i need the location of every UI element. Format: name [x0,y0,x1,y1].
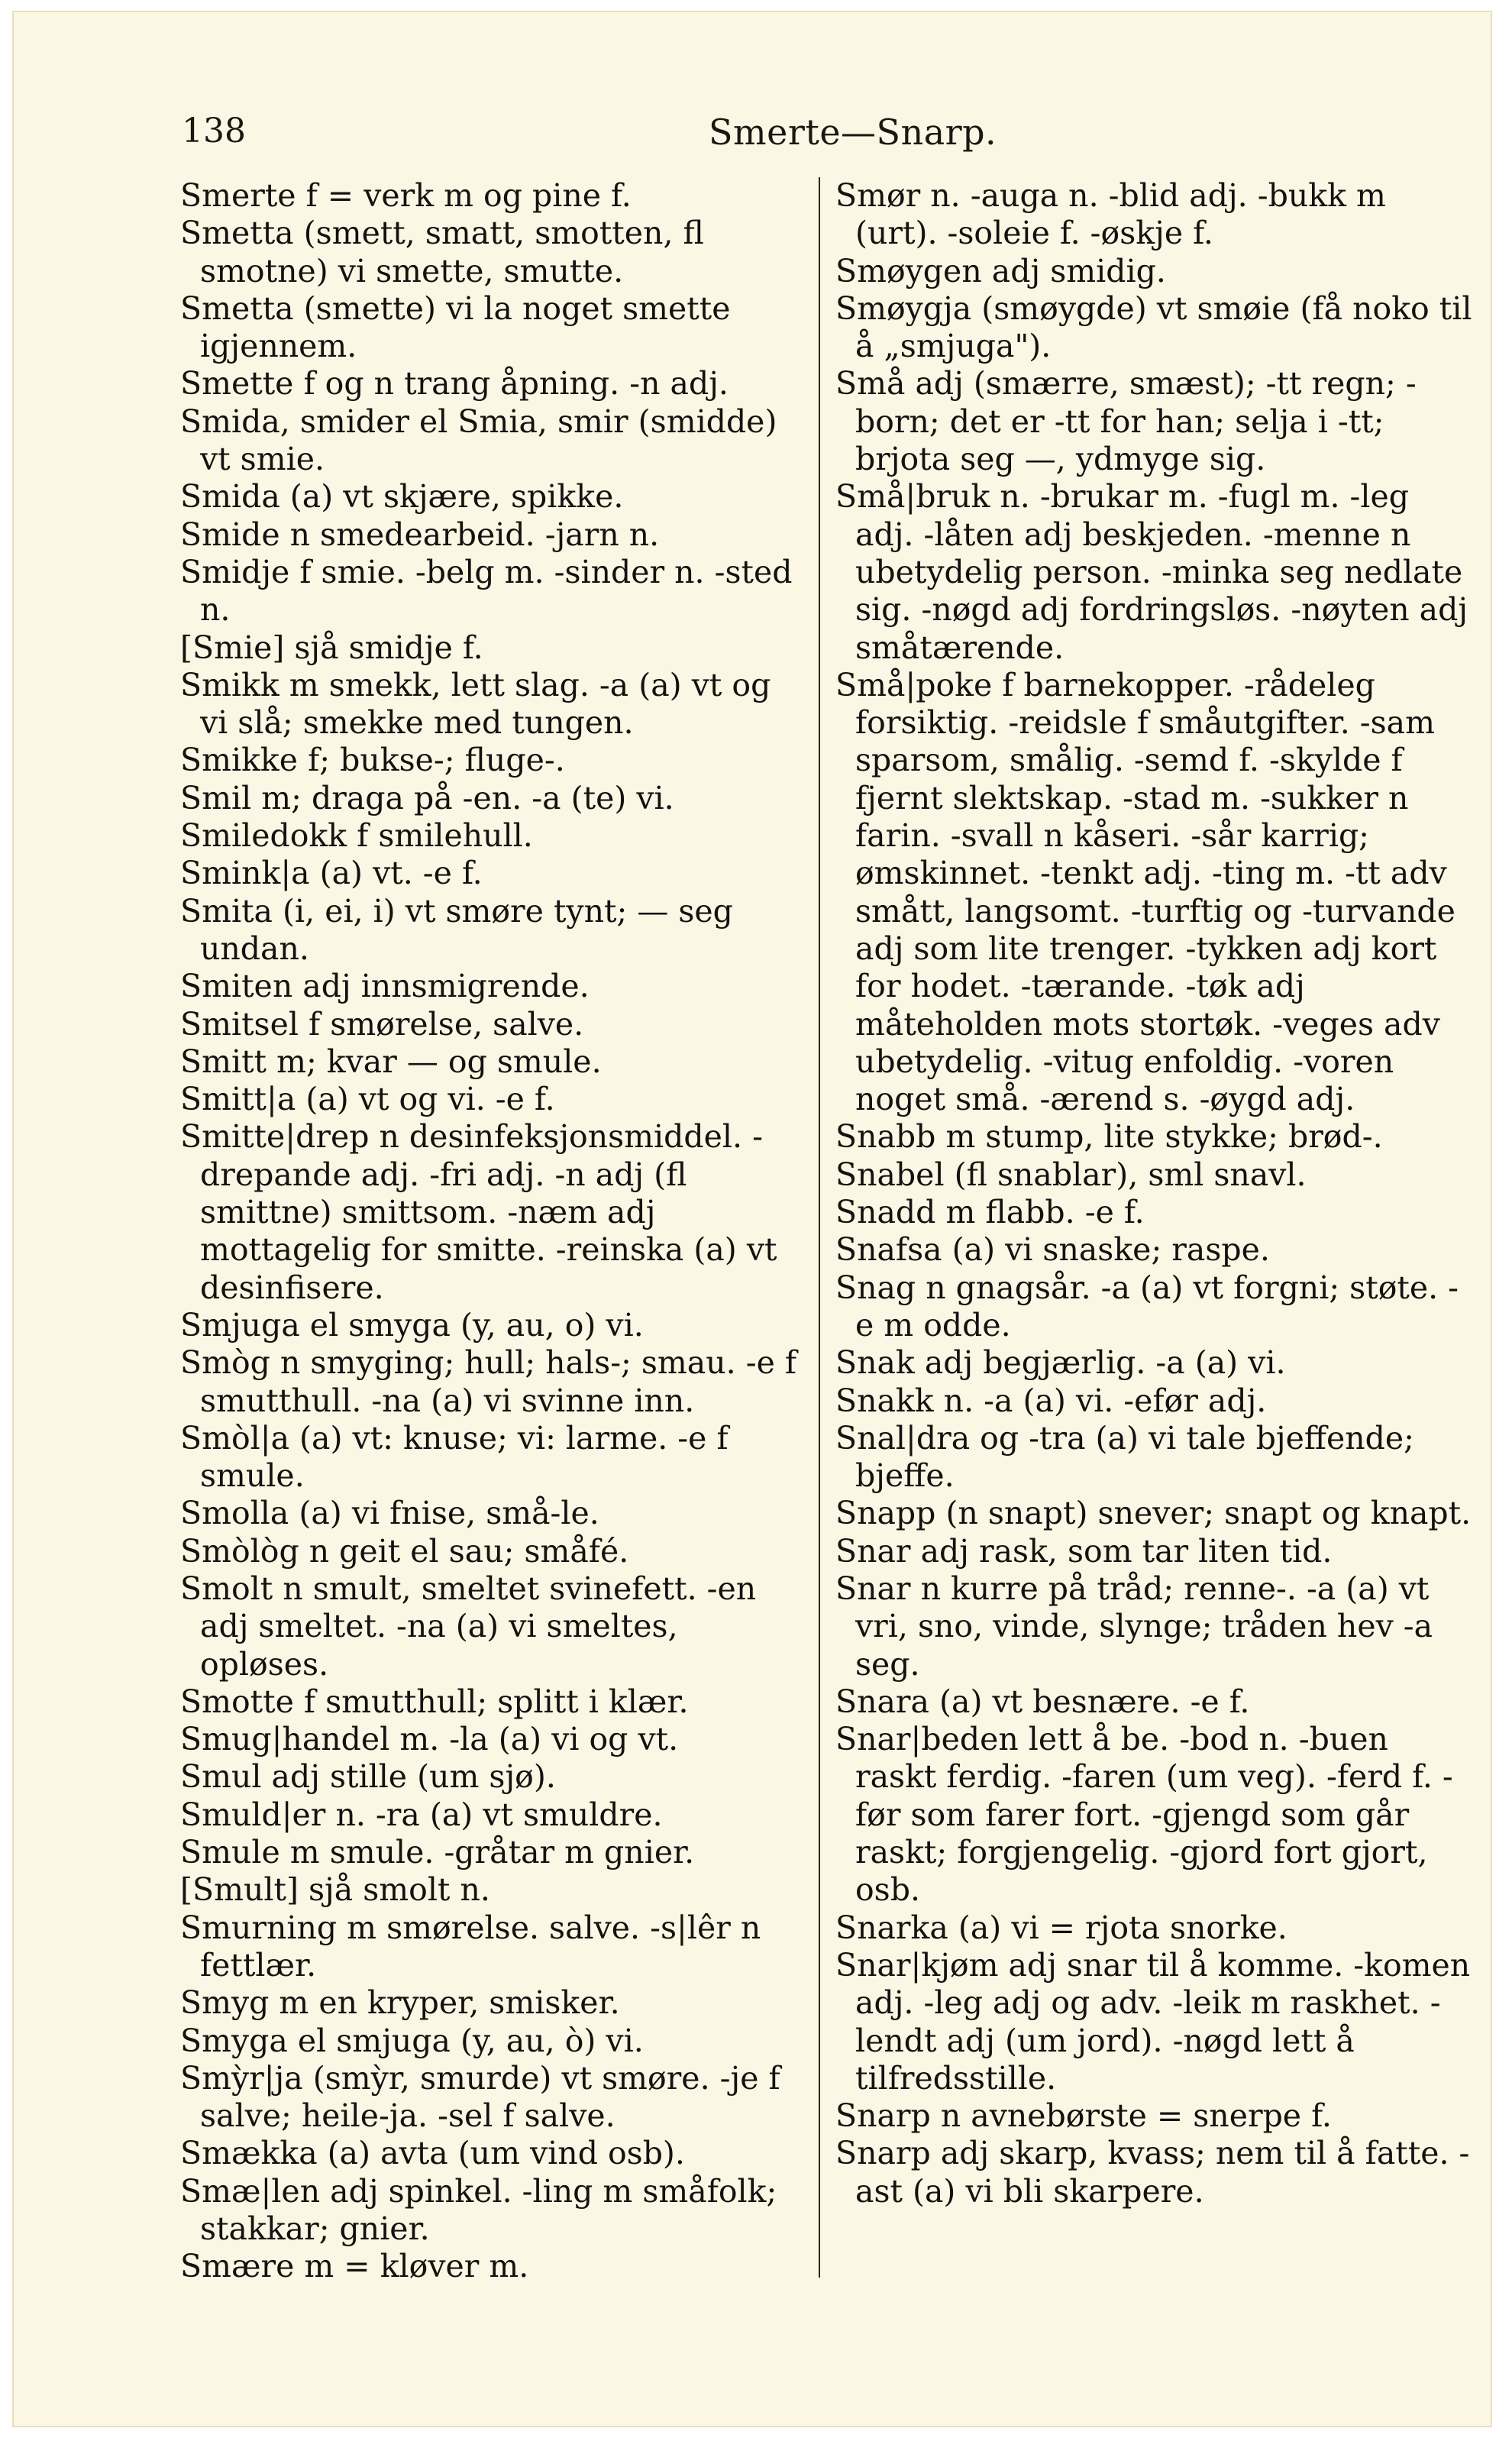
page-number: 138 [182,112,246,150]
dictionary-entry: Smiten adj innsmigrende. [180,968,590,1005]
dictionary-entry: Smul adj stille (um sjø). [180,1758,556,1796]
dictionary-entry: Smida (a) vt skjære, spikke. [180,478,624,516]
page-header [182,112,1480,157]
dictionary-entry: Snal|dra og -tra (a) vi tale bjeffende; bjeffe. [835,1419,1414,1495]
dictionary-entry: Smøygen adj smidig. [835,252,1166,289]
dictionary-entry: Smuld|er n. -ra (a) vt smuldre. [180,1796,663,1833]
dictionary-entry: Smink|a (a) vt. -e f. [180,855,483,892]
dictionary-entry: Smiledokk f smilehull. [180,817,533,855]
dictionary-entry: Smolla (a) vi fnise, små-le. [180,1495,599,1532]
dictionary-entry: Smjuga el smyga (y, au, o) vi. [180,1306,644,1343]
dictionary-entry: Snak adj begjærlig. -a (a) vi. [835,1344,1286,1382]
dictionary-entry: Smida, smider el Smia, smir (smidde) vt smie. [180,403,777,478]
dictionary-entry: Smitte|drep n desinfeksjonsmiddel. -drepande adj. -fri adj. -n adj (fl smittne) smittsom. -næm adj mottagelig for smitte. -reinska (a) vt desinfisere. [180,1118,777,1306]
dictionary-entry: Snar adj rask, som tar liten tid. [835,1532,1333,1570]
dictionary-entry: Snabel (fl snablar), sml snavl. [835,1156,1307,1193]
dictionary-entry: Snabb m stump, lite stykke; brød-. [835,1118,1383,1156]
dictionary-entry: Snar|kjøm adj snar til å komme. -komen adj. -leg adj og adv. -leik m raskhet. -lendt adj (um jord). -nøgd lett å tilfredsstille. [835,1946,1471,2097]
dictionary-entry: Smòg n smyging; hull; hals-; smau. -e f smutthull. -na (a) vi svinne inn. [180,1344,797,1419]
dictionary-entry: Smidje f smie. -belg m. -sinder n. -sted n. [180,553,793,629]
dictionary-entry: Smæ|len adj spinkel. -ling m småfolk; stakkar; gnier. [180,2172,777,2248]
dictionary-entry: Smerte f = verk m og pine f. [180,177,632,214]
dictionary-entry: Smetta (smett, smatt, smotten, fl smotne) vi smette, smutte. [180,215,704,289]
dictionary-entry: Smyga el smjuga (y, au, ò) vi. [180,2022,644,2059]
dictionary-entry: Smule m smule. -gråtar m gnier. [180,1834,695,1871]
dictionary-entry: Smide n smedearbeid. -jarn n. [180,516,660,553]
dictionary-entry: Smette f og n trang åpning. -n adj. [180,365,729,403]
dictionary-entry: Smyg m en kryper, smisker. [180,1984,620,2022]
dictionary-entry: Små|bruk n. -brukar m. -fugl m. -leg adj. -låten adj beskjeden. -menne n ubetydelig person. -minka seg nedlate sig. -nøgd adj fordringsløs. -nøyten adj småtærende. [835,478,1468,666]
dictionary-entry: Smikke f; bukse-; fluge-. [180,742,565,779]
dictionary-entry: Smære m = kløver m. [180,2248,529,2285]
dictionary-entry: Snadd m flabb. -e f. [835,1194,1145,1231]
dictionary-entry: Smør n. -auga n. -blid adj. -bukk m (urt). -soleie f. -øskje f. [835,177,1386,252]
dictionary-entry: [Smult] sjå smolt n. [180,1871,490,1909]
dictionary-entry: Smøygja (smøygde) vt smøie (få noko til å „smjuga"). [835,289,1472,365]
dictionary-entry: Snag n gnagsår. -a (a) vt forgni; støte. -e m odde. [835,1269,1459,1343]
dictionary-entry: Snarp n avnebørste = snerpe f. [835,2097,1332,2135]
dictionary-entry: Smurning m smørelse. salve. -s|lêr n fettlær. [180,1909,761,1984]
dictionary-entry: Smitt|a (a) vt og vi. -e f. [180,1081,555,1118]
dictionary-entry: Snar n kurre på tråd; renne-. -a (a) vt vri, sno, vinde, slynge; tråden hev -a seg. [835,1570,1433,1683]
dictionary-entry: Smỳr|ja (smỳr, smurde) vt smøre. -je f salve; heile-ja. -sel f salve. [180,2059,780,2135]
dictionary-entry: Smita (i, ei, i) vt smøre tynt; — seg undan. [180,892,733,967]
dictionary-entry: Smækka (a) avta (um vind osb). [180,2135,685,2172]
dictionary-entry: Snara (a) vt besnære. -e f. [835,1683,1250,1720]
running-head: Smerte—Snarp. [709,112,997,153]
dictionary-entry: Snapp (n snapt) snever; snapt og knapt. [835,1495,1472,1532]
right-column [835,177,1477,2210]
left-column [180,177,806,2286]
dictionary-entry: Små|poke f barnekopper. -rådeleg forsiktig. -reidsle f småutgifter. -sam sparsom, smålig. -semd f. -skylde f fjernt slektskap. -stad m. -sukker n farin. -svall n kåseri. -sår karrig; ømskinnet. -tenkt adj. -ting m. -tt adv smått, langsomt. -turftig og -turvande adj som lite trenger. -tykken adj kort for hodet. -tærande. -tøk adj måteholden mots stortøk. -veges adv ubetydelig. -vitug enfoldig. -voren noget små. -ærend s. -øygd adj. [835,666,1455,1118]
dictionary-entry: Smolt n smult, smeltet svinefett. -en adj smeltet. -na (a) vi smeltes, opløses. [180,1570,757,1683]
dictionary-entry: Smotte f smutthull; splitt i klær. [180,1683,689,1720]
dictionary-entry: Smetta (smette) vi la noget smette igjennem. [180,289,731,365]
dictionary-entry: Smug|handel m. -la (a) vi og vt. [180,1721,679,1758]
column-divider [819,177,820,2278]
dictionary-entry: Snarp adj skarp, kvass; nem til å fatte. -ast (a) vi bli skarpere. [835,2135,1470,2210]
dictionary-entry: Snafsa (a) vi snaske; raspe. [835,1231,1270,1269]
dictionary-entry: Snar|beden lett å be. -bod n. -buen raskt ferdig. -faren (um veg). -ferd f. -før som farer fort. -gjengd som går raskt; forgjengelig. -gjord fort gjort, osb. [835,1721,1453,1909]
dictionary-entry: Snakk n. -a (a) vi. -efør adj. [835,1382,1267,1419]
dictionary-entry: Smil m; draga på -en. -a (te) vi. [180,779,674,816]
dictionary-entry: Smòl|a (a) vt: knuse; vi: larme. -e f smule. [180,1419,729,1495]
dictionary-entry: [Smie] sjå smidje f. [180,629,483,666]
dictionary-entry: Smikk m smekk, lett slag. -a (a) vt og vi slå; smekke med tungen. [180,666,771,742]
dictionary-entry: Smitt m; kvar — og smule. [180,1043,602,1080]
dictionary-entry: Smitsel f smørelse, salve. [180,1005,584,1043]
dictionary-entry: Smòlòg n geit el sau; småfé. [180,1532,629,1570]
dictionary-entry: Små adj (smærre, smæst); -tt regn; -born; det er -tt for han; selja i -tt; brjota seg —, ydmyge sig. [835,365,1417,478]
dictionary-entry: Snarka (a) vi = rjota snorke. [835,1909,1287,1946]
